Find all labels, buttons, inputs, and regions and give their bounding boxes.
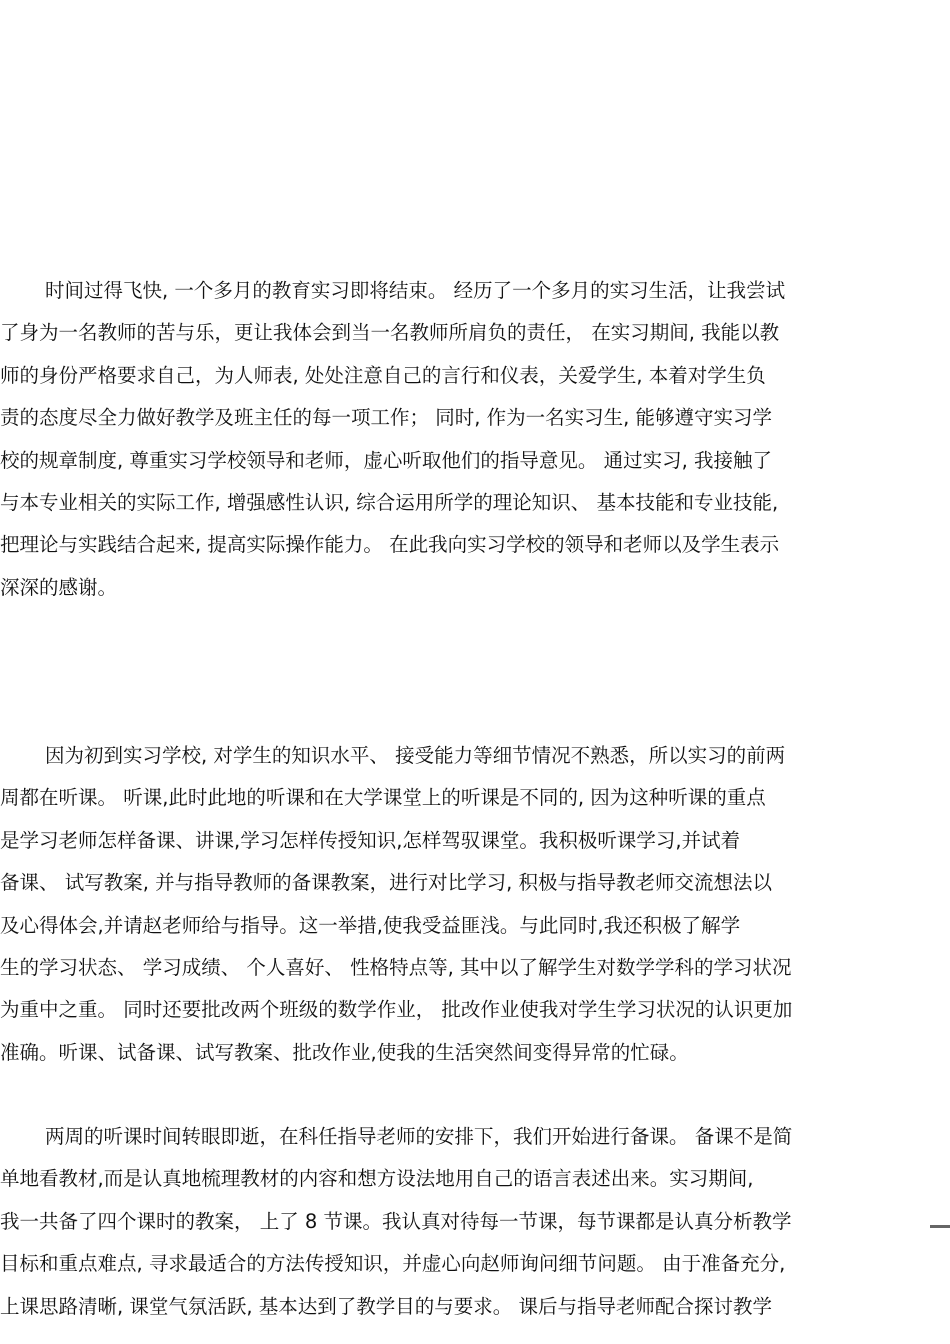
text-line: 校的规章制度, 尊重实习学校领导和老师，虚心听取他们的指导意见。 通过实习, 我接触了 [0,448,772,472]
text-line: 备课、 试写教案, 并与指导教师的备课教案，进行对比学习, 积极与指导教老师交流想法以 [0,871,772,895]
text-line: 上课思路清晰, 课堂气氛活跃, 基本达到了教学目的与要求。 课后与指导老师配合探讨教学 [0,1294,772,1318]
page-edge-mark [930,1225,950,1228]
paragraph-internship-overview [0,270,830,609]
paragraph-lesson-observation [0,735,830,1074]
text-line: 及心得体会,并请赵老师给与指导。这一举措,使我受益匪浅。与此同时,我还积极了解学 [0,913,741,937]
text-line: 单地看教材,而是认真地梳理教材的内容和想方设法地用自己的语言表述出来。实习期间, [0,1167,754,1191]
text-line: 周都在听课。 听课,此时此地的听课和在大学课堂上的听课是不同的, 因为这种听课的重点 [0,786,766,810]
text-line: 了身为一名教师的苦与乐，更让我体会到当一名教师所肩负的责任， 在实习期间, 我能以教 [0,321,780,345]
text-line: 因为初到实习学校, 对学生的知识水平、 接受能力等细节情况不熟悉，所以实习的前两 [45,744,786,767]
paragraph-lesson-preparation [0,1116,830,1328]
text-line: 责的态度尽全力做好教学及班主任的每一项工作； 同时, 作为一名实习生, 能够遵守实习学 [0,406,772,430]
text-line: 与本专业相关的实际工作, 增强感性认识, 综合运用所学的理论知识、 基本技能和专业技能, [0,490,779,514]
text-line: 我一共备了四个课时的教案， 上了 8 节课。我认真对待每一节课，每节课都是认真分析教学 [0,1209,792,1233]
text-line: 生的学习状态、 学习成绩、 个人喜好、 性格特点等, 其中以了解学生对数学学科的学习状况 [0,955,792,979]
text-line: 准确。听课、试备课、试写教案、批改作业,使我的生活突然间变得异常的忙碌。 [0,1040,689,1064]
text-line: 时间过得飞快, 一个多月的教育实习即将结束。 经历了一个多月的实习生活，让我尝试 [45,279,786,302]
text-line: 是学习老师怎样备课、讲课,学习怎样传授知识,怎样驾驭课堂。我积极听课学习,并试着 [0,828,741,852]
text-line: 深深的感谢。 [0,575,118,599]
text-line: 为重中之重。 同时还要批改两个班级的数学作业， 批改作业使我对学生学习状况的认识更加 [0,998,793,1022]
text-line: 把理论与实践结合起来, 提高实际操作能力。 在此我向实习学校的领导和老师以及学生表示 [0,533,780,557]
text-line: 两周的听课时间转眼即逝，在科任指导老师的安排下，我们开始进行备课。 备课不是简 [45,1125,793,1148]
text-line: 目标和重点难点, 寻求最适合的方法传授知识，并虚心向赵师询问细节问题。 由于准备充分, [0,1252,786,1276]
text-line: 师的身份严格要求自己，为人师表, 处处注意自己的言行和仪表，关爱学生, 本着对学生负 [0,363,766,387]
